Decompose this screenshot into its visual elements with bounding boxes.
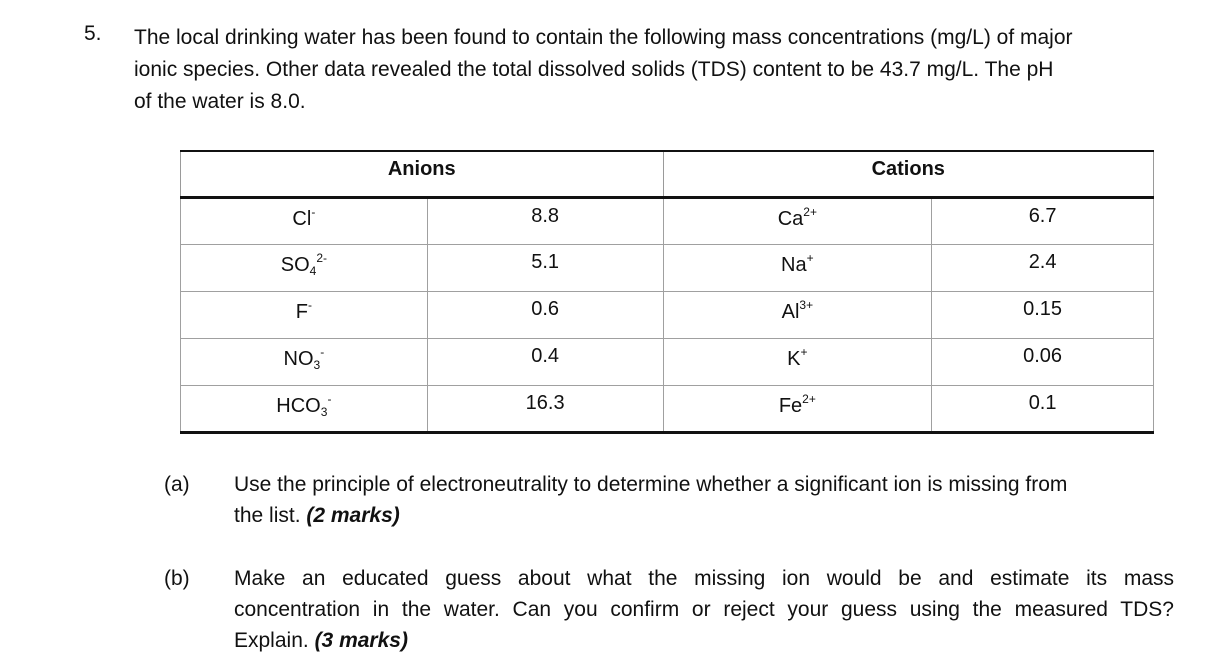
cations-header: Cations [663,151,1154,197]
part-marks: (3 marks) [314,629,408,652]
cation-species: $Al^{3+}$ [663,291,932,338]
cation-value: 6.7 [932,197,1154,244]
anion-value: 0.6 [427,291,663,338]
part-line: Use the principle of electroneutrality to determine whether a significant ion is missing from [234,473,1068,496]
intro-line: ionic species. Other data revealed the total dissolved solids (TDS) content to be 43.7 mg/L. The pH [134,58,1054,81]
anion-species: $SO_4^{2-}$ [181,244,428,291]
anion-value: 8.8 [427,197,663,244]
cation-species: K+ [663,338,932,385]
cation-species: Na+ [663,244,932,291]
table-header-row [181,151,1154,197]
anion-value: 16.3 [427,385,663,432]
part-line: the list. (2 marks) [234,504,400,527]
part-marks: (2 marks) [306,504,400,527]
question-intro [134,22,1184,118]
part-line: concentration in the water. Can you confirm or reject your guess using the measured TDS? [234,598,1174,621]
part-text [234,469,1178,531]
ion-concentration-table [180,150,1154,434]
table-row [181,197,1154,244]
cation-species: $Fe^{2+}$ [663,385,932,432]
part-text [234,563,1174,656]
cation-value: 2.4 [932,244,1154,291]
table-row [181,338,1154,385]
part-line: Make an educated guess about what the missing ion would be and estimate its mass [234,567,1174,590]
anion-value: 5.1 [427,244,663,291]
table-row [181,291,1154,338]
question-number: 5. [84,22,102,45]
table-row [181,244,1154,291]
anion-species: $HCO_3^-$ [181,385,428,432]
anion-species: F- [181,291,428,338]
part-label: (b) [164,567,190,590]
cation-species: $Ca^{2+}$ [663,197,932,244]
anions-header: Anions [181,151,664,197]
anion-species: $NO_3^-$ [181,338,428,385]
intro-line: The local drinking water has been found to contain the following mass concentrations (mg/L) of major [134,26,1073,49]
table-row [181,385,1154,432]
anion-value: 0.4 [427,338,663,385]
part-line: Explain. (3 marks) [234,629,408,652]
intro-line: of the water is 8.0. [134,90,306,113]
part-label: (a) [164,473,190,496]
cation-value: 0.1 [932,385,1154,432]
cation-value: 0.15 [932,291,1154,338]
cation-value: 0.06 [932,338,1154,385]
anion-species: Cl- [181,197,428,244]
